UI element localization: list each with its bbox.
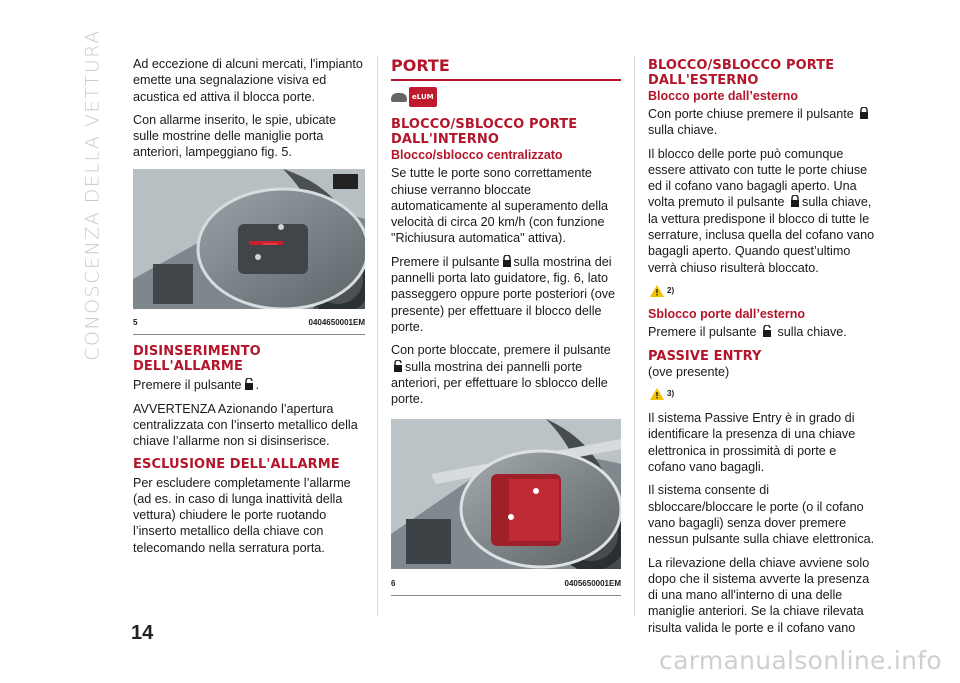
section-title: PORTE bbox=[391, 56, 450, 75]
page-number: 14 bbox=[131, 622, 154, 644]
paragraph: Con allarme inserito, le spie, ubicate sulle mostrine delle maniglie porta anteriori, lampeggiano fig. 5. bbox=[133, 112, 337, 160]
lock-icon bbox=[859, 107, 869, 119]
column-1 bbox=[133, 56, 365, 563]
door-panel-image bbox=[391, 419, 621, 569]
heading-disinserimento: DISINSERIMENTO DELL'ALLARME bbox=[133, 344, 261, 375]
door-panel-image bbox=[133, 169, 365, 309]
warning-icon bbox=[650, 285, 664, 297]
column-3 bbox=[648, 56, 876, 643]
heading-blocco-interno: BLOCCO/SBLOCCO PORTE DALL'INTERNO bbox=[391, 117, 578, 148]
paragraph: Ad eccezione di alcuni mercati, l'impianto emette una segnalazione visiva ed acustica ed attiva il blocca porte. bbox=[133, 57, 363, 104]
paragraph: Il sistema Passive Entry è in grado di identificare la presenza di una chiave elettronica in prossimità di porte e cofano vano bagagli. bbox=[648, 411, 856, 475]
figure-number: 5 bbox=[133, 318, 138, 328]
figure-6 bbox=[391, 419, 621, 596]
lum-tag: eLUM bbox=[409, 87, 437, 107]
warning-icon bbox=[650, 388, 664, 400]
figure-5 bbox=[133, 169, 365, 336]
warning-reference: 2) bbox=[650, 283, 876, 299]
paragraph: (ove presente) bbox=[648, 364, 730, 379]
subheading-centralizzato: Blocco/sblocco centralizzato bbox=[391, 148, 563, 163]
column-divider bbox=[377, 56, 378, 616]
lock-icon bbox=[502, 255, 512, 267]
lock-icon bbox=[790, 195, 800, 207]
unlock-icon bbox=[244, 378, 254, 390]
heading-esclusione: ESCLUSIONE DELL'ALLARME bbox=[133, 456, 340, 472]
watermark: carmanualsonline.info bbox=[659, 646, 942, 675]
column-2 bbox=[391, 56, 621, 596]
subheading-sblocco: Sblocco porte dall’esterno bbox=[648, 307, 805, 322]
paragraph: Per escludere completamente l’allarme (ad es. in caso di lunga inattività della vettura) chiudere le porte ruotando l’inserto metallico della chiave con telecomando nella serratura porta. bbox=[133, 475, 351, 555]
subheading-blocco: Blocco porte dall’esterno bbox=[648, 89, 799, 103]
lum-badge bbox=[391, 87, 621, 107]
paragraph: Premere il pulsante sulla mostrina dei pannelli porta lato guidatore, fig. 6, lato passeggero oppure porte posteriori (ove presente) per effettuare il blocco delle porte. bbox=[391, 254, 616, 334]
column-divider bbox=[634, 56, 635, 616]
paragraph: Con porte bloccate, premere il pulsante sulla mostrina dei pannelli porte anteriori, per effettuare lo sblocco delle porte. bbox=[391, 343, 611, 407]
warning-reference: 3) bbox=[650, 386, 876, 402]
paragraph: Premere il pulsante sulla chiave. bbox=[648, 325, 847, 340]
unlock-icon bbox=[393, 360, 403, 372]
figure-code: 0405650001EM bbox=[564, 578, 621, 588]
car-icon bbox=[391, 93, 407, 102]
figure-number: 6 bbox=[391, 578, 396, 588]
unlock-icon bbox=[762, 325, 772, 337]
paragraph: Se tutte le porte sono correttamente chiuse verranno bloccate automaticamente al superamento della velocità di circa 20 km/h (con funzione "Richiusura automatica" attiva). bbox=[391, 166, 609, 246]
side-section-title: CONOSCENZA DELLA VETTURA bbox=[82, 29, 105, 361]
paragraph: Il blocco delle porte può comunque essere attivato con tutte le porte chiuse ed il cofano vano bagagli aperto. Una volta premuto il pulsante sulla chiave, la vettura predispone il blocco di tutte le serrature, inclusa quella del cofano vano bagagli aperto. Quando quest’ultimo verrà chiuso risulterà bloccato. bbox=[648, 146, 875, 275]
paragraph: AVVERTENZA Azionando l’apertura centralizzata con l’inserto metallico della chiave l’allarme non si disinserisce. bbox=[133, 401, 358, 449]
paragraph: Con porte chiuse premere il pulsante sulla chiave. bbox=[648, 106, 876, 139]
paragraph: Il sistema consente di sbloccare/bloccare le porte (o il cofano vano bagagli) senza dover premere nessun pulsante sulla chiave elettronica. bbox=[648, 483, 875, 547]
figure-code: 0404650001EM bbox=[308, 318, 365, 328]
title-rule bbox=[391, 79, 621, 81]
paragraph: La rilevazione della chiave avviene solo dopo che il sistema avverte la presenza di una mano all'interno di una delle maniglie anteriori. Se la chiave rilevata risulta valida le porte e il cofano vano bbox=[648, 555, 870, 635]
heading-blocco-esterno: BLOCCO/SBLOCCO PORTE DALL'ESTERNO bbox=[648, 58, 835, 88]
paragraph: Premere il pulsante . bbox=[133, 378, 259, 393]
heading-passive-entry: PASSIVE ENTRY bbox=[648, 348, 762, 364]
